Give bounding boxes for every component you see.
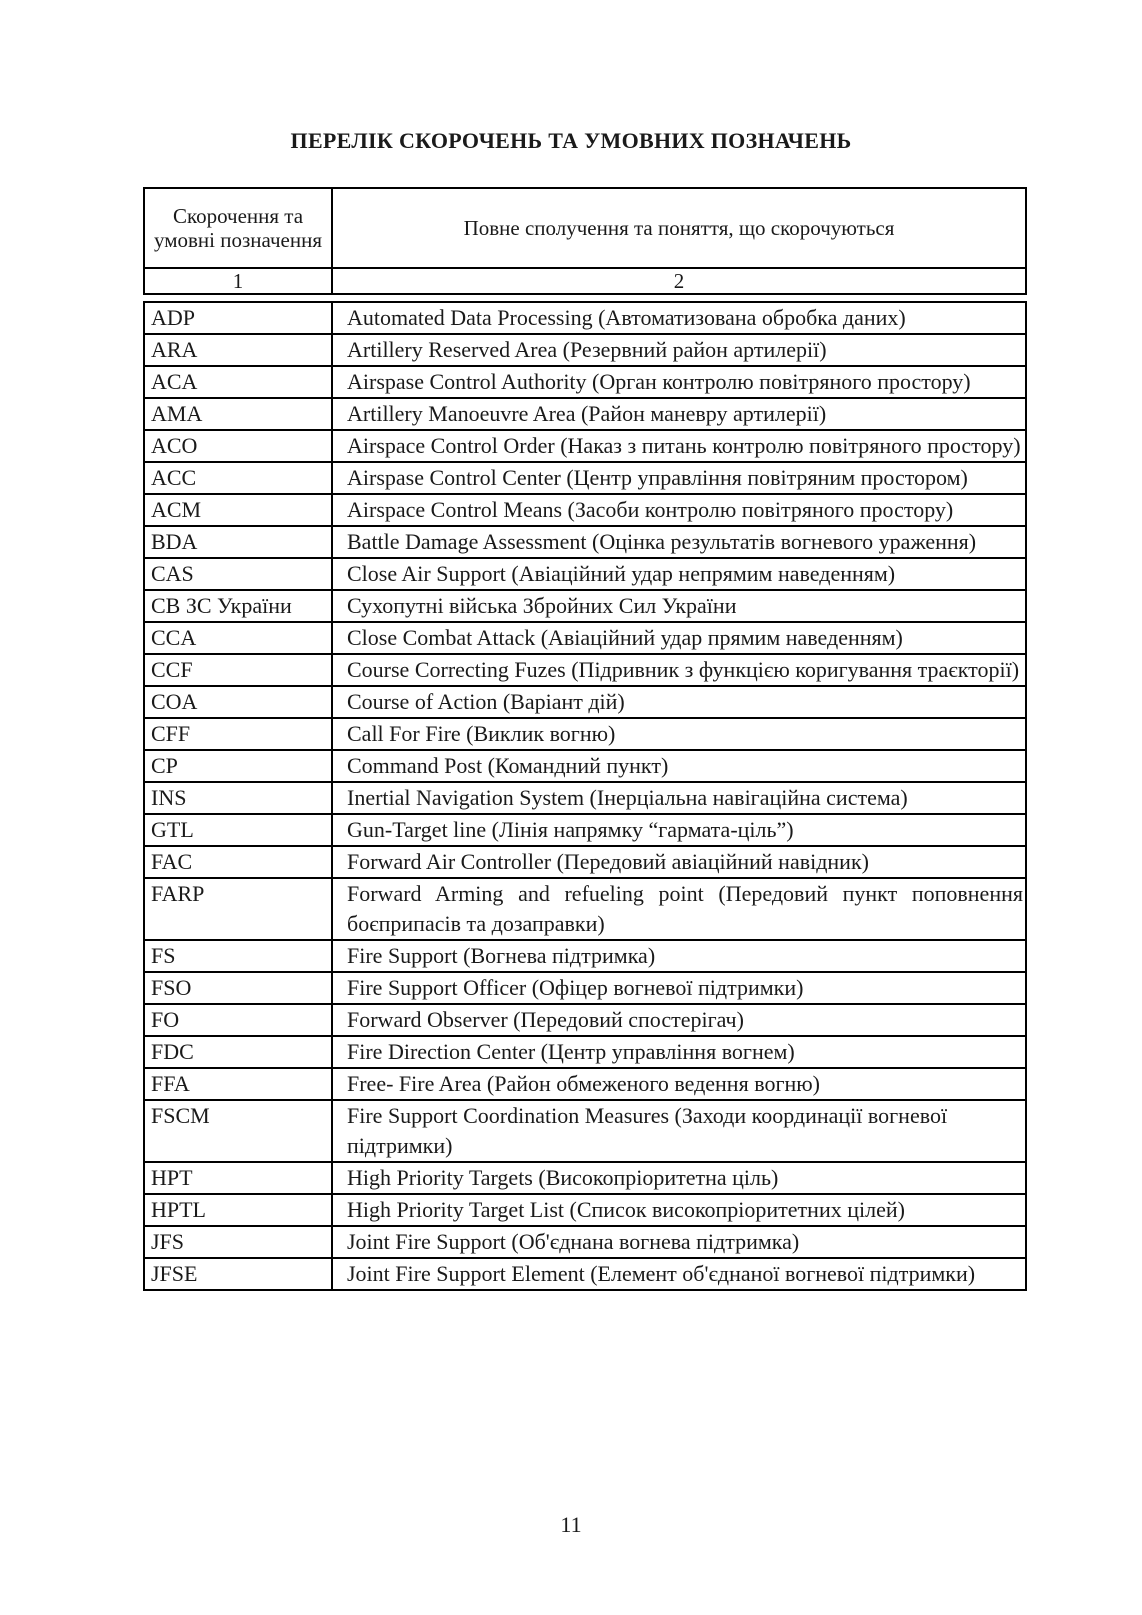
header-full-meaning — [332, 188, 1026, 268]
table-row — [144, 1100, 1026, 1162]
full-meaning-cell: Inertial Navigation System (Інерціальна навігаційна система) — [332, 782, 1026, 814]
abbreviation-cell: BDA — [144, 526, 332, 558]
full-meaning-cell: Airspase Control Center (Центр управління повітряним простором) — [332, 462, 1026, 494]
abbreviation-cell: СВ ЗС України — [144, 590, 332, 622]
full-meaning-cell: Artillery Manoeuvre Area (Район маневру артилерії) — [332, 398, 1026, 430]
full-meaning-cell: Battle Damage Assessment (Оцінка результатів вогневого ураження) — [332, 526, 1026, 558]
abbreviation-cell: ACO — [144, 430, 332, 462]
full-meaning-cell: Airspace Control Order (Наказ з питань контролю повітряного простору) — [332, 430, 1026, 462]
abbreviation-cell: ARA — [144, 334, 332, 366]
header-col-number-1: 1 — [144, 268, 332, 294]
full-meaning-cell: Call For Fire (Виклик вогню) — [332, 718, 1026, 750]
table-header — [143, 187, 1027, 295]
abbreviation-cell: FSCM — [144, 1100, 332, 1162]
full-meaning-cell: Artillery Reserved Area (Резервний район артилерії) — [332, 334, 1026, 366]
abbreviation-cell: JFS — [144, 1226, 332, 1258]
full-meaning-cell: Forward Observer (Передовий спостерігач) — [332, 1004, 1026, 1036]
full-meaning-cell: Gun-Target line (Лінія напрямку “гармата-ціль”) — [332, 814, 1026, 846]
abbreviation-cell: CCF — [144, 654, 332, 686]
page-number: 11 — [560, 1512, 582, 1537]
table-row — [144, 940, 1026, 972]
page-title: ПЕРЕЛІК СКОРОЧЕНЬ ТА УМОВНИХ ПОЗНАЧЕНЬ — [290, 128, 852, 153]
table-row — [144, 750, 1026, 782]
table-row — [144, 1162, 1026, 1194]
table-row — [144, 782, 1026, 814]
full-meaning-cell: Fire Support (Вогнева підтримка) — [332, 940, 1026, 972]
abbreviation-cell: FFA — [144, 1068, 332, 1100]
table-row — [144, 1226, 1026, 1258]
abbreviation-cell: FDC — [144, 1036, 332, 1068]
abbreviation-cell: ACA — [144, 366, 332, 398]
abbreviation-cell: FAC — [144, 846, 332, 878]
abbreviation-cell: COA — [144, 686, 332, 718]
abbreviation-cell: HPTL — [144, 1194, 332, 1226]
abbreviation-cell: JFSE — [144, 1258, 332, 1290]
table-row — [144, 1258, 1026, 1290]
table-row — [144, 1036, 1026, 1068]
abbreviation-cell: GTL — [144, 814, 332, 846]
abbreviation-cell: ACC — [144, 462, 332, 494]
abbreviation-cell: CCA — [144, 622, 332, 654]
full-meaning-cell: Course of Action (Варіант дій) — [332, 686, 1026, 718]
table-row — [144, 462, 1026, 494]
full-meaning-cell: Airspace Control Means (Засоби контролю повітряного простору) — [332, 494, 1026, 526]
full-meaning-cell: Сухопутні війська Збройних Сил України — [332, 590, 1026, 622]
full-meaning-cell: Course Correcting Fuzes (Підривник з функцією коригування траєкторії) — [332, 654, 1026, 686]
header-col-number-2: 2 — [332, 268, 1026, 294]
full-meaning-cell: Forward Arming and refueling point (Передовий пункт поповнення боєприпасів та дозаправки) — [332, 878, 1026, 940]
full-meaning-cell: Automated Data Processing (Автоматизована обробка даних) — [332, 302, 1026, 334]
abbreviation-cell: FO — [144, 1004, 332, 1036]
header-full-meaning-text: Повне сполучення та поняття, що скорочуються — [463, 216, 895, 240]
table-row — [144, 558, 1026, 590]
table-row — [144, 878, 1026, 940]
table-row — [144, 334, 1026, 366]
full-meaning-cell: Free- Fire Area (Район обмеженого ведення вогню) — [332, 1068, 1026, 1100]
abbreviation-cell: ACM — [144, 494, 332, 526]
table-row — [144, 718, 1026, 750]
full-meaning-cell: High Priority Targets (Високопріоритетна ціль) — [332, 1162, 1026, 1194]
table-row — [144, 622, 1026, 654]
table-row — [144, 972, 1026, 1004]
header-row — [144, 188, 1026, 268]
full-meaning-cell: Fire Direction Center (Центр управління вогнем) — [332, 1036, 1026, 1068]
abbreviation-cell: CAS — [144, 558, 332, 590]
abbreviation-cell: AMA — [144, 398, 332, 430]
abbreviation-cell: FSO — [144, 972, 332, 1004]
table-row — [144, 526, 1026, 558]
table-row — [144, 590, 1026, 622]
abbreviation-cell: ADP — [144, 302, 332, 334]
full-meaning-cell: High Priority Target List (Список високопріоритетних цілей) — [332, 1194, 1026, 1226]
full-meaning-cell: Joint Fire Support (Об'єднана вогнева підтримка) — [332, 1226, 1026, 1258]
table-row — [144, 1194, 1026, 1226]
full-meaning-cell: Airspase Control Authority (Орган контролю повітряного простору) — [332, 366, 1026, 398]
table-row — [144, 814, 1026, 846]
abbreviation-cell: CP — [144, 750, 332, 782]
table-row — [144, 654, 1026, 686]
table-row — [144, 1068, 1026, 1100]
abbreviation-cell: INS — [144, 782, 332, 814]
table-row — [144, 366, 1026, 398]
table-row — [144, 1004, 1026, 1036]
full-meaning-cell: Close Air Support (Авіаційний удар непрямим наведенням) — [332, 558, 1026, 590]
abbreviation-cell: CFF — [144, 718, 332, 750]
full-meaning-cell: Command Post (Командний пункт) — [332, 750, 1026, 782]
table-row — [144, 846, 1026, 878]
table-row — [144, 686, 1026, 718]
header-number-row — [144, 268, 1026, 294]
header-abbreviation: Скорочення та умовні позначення — [144, 188, 332, 268]
full-meaning-cell: Close Combat Attack (Авіаційний удар прямим наведенням) — [332, 622, 1026, 654]
table-row — [144, 398, 1026, 430]
table-row — [144, 302, 1026, 334]
full-meaning-cell: Fire Support Coordination Measures (Заходи координації вогневої підтримки) — [332, 1100, 1026, 1162]
table-row — [144, 430, 1026, 462]
abbreviations-table — [143, 301, 1027, 1291]
abbreviation-cell: HPT — [144, 1162, 332, 1194]
abbreviation-cell: FARP — [144, 878, 332, 940]
full-meaning-cell: Joint Fire Support Element (Елемент об'єднаної вогневої підтримки) — [332, 1258, 1026, 1290]
abbreviation-cell: FS — [144, 940, 332, 972]
full-meaning-cell: Forward Air Controller (Передовий авіаційний навідник) — [332, 846, 1026, 878]
table-row — [144, 494, 1026, 526]
full-meaning-cell: Fire Support Officer (Офіцер вогневої підтримки) — [332, 972, 1026, 1004]
